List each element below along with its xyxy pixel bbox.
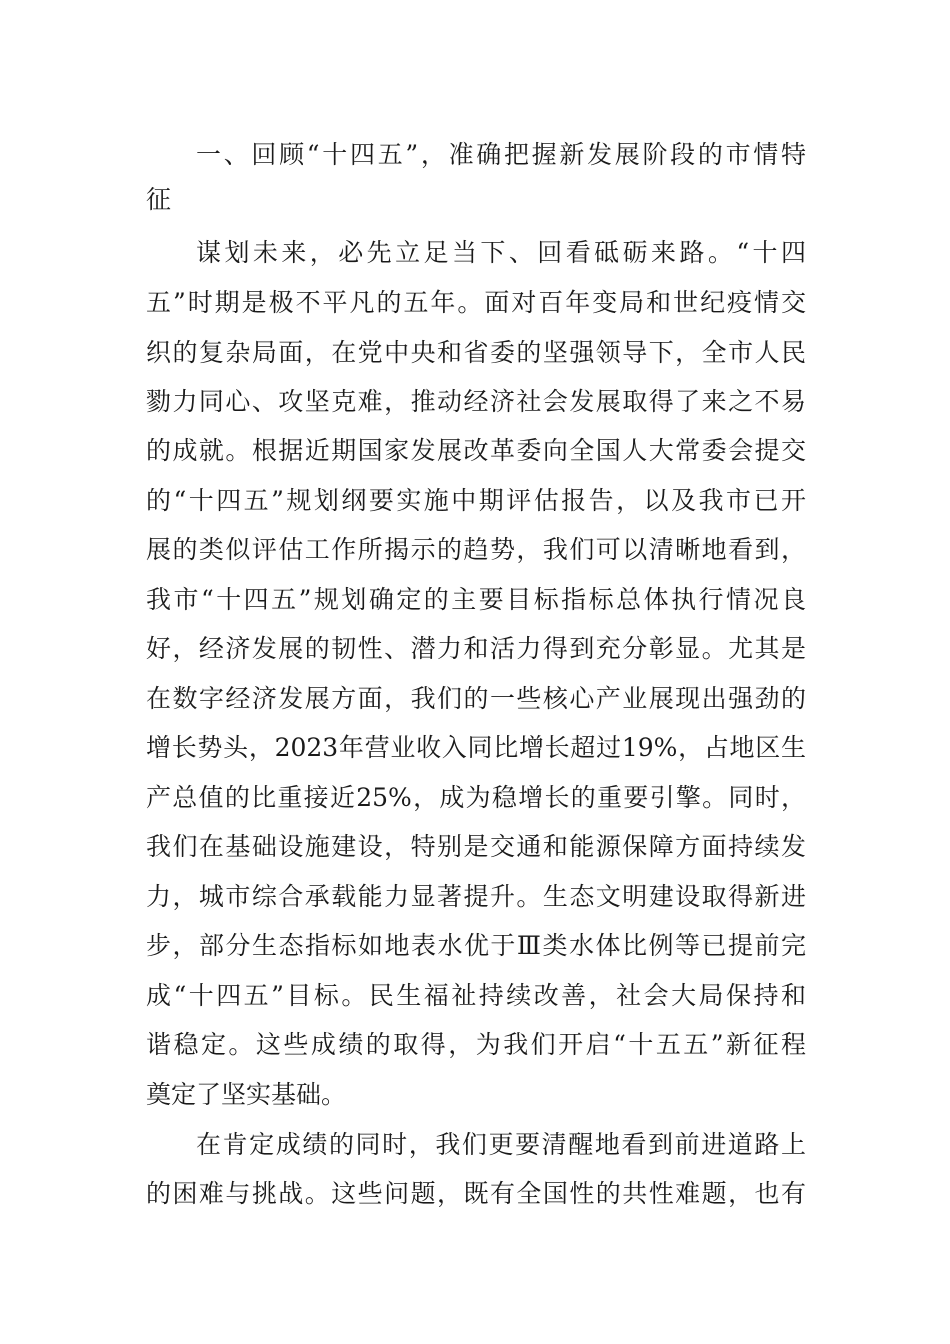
paragraph-line: 奠定了坚实基础。 <box>146 1080 347 1109</box>
paragraph-line: 力，城市综合承载能力显著提升。生态文明建设取得新进 <box>146 882 806 911</box>
paragraph-line: 的成就。根据近期国家发展改革委向全国人大常委会提交 <box>146 436 806 465</box>
paragraph-line: 好，经济发展的韧性、潜力和活力得到充分彰显。尤其是 <box>146 634 806 663</box>
paragraph-line: 谋划未来，必先立足当下、回看砥砺来路。“十四 <box>196 238 806 267</box>
paragraph-line: 增长势头，2023年营业收入同比增长超过19%，占地区生 <box>146 733 806 762</box>
paragraph-line: 展的类似评估工作所揭示的趋势，我们可以清晰地看到， <box>146 535 806 564</box>
paragraph-line: 步，部分生态指标如地表水优于Ⅲ类水体比例等已提前完 <box>146 931 806 960</box>
paragraph-line: 的困难与挑战。这些问题，既有全国性的共性难题，也有 <box>146 1179 806 1208</box>
heading-line: 一、回顾“十四五”，准确把握新发展阶段的市情特 <box>196 140 806 169</box>
paragraph-line: 产总值的比重接近25%，成为稳增长的重要引擎。同时， <box>146 783 806 812</box>
paragraph-line: 成“十四五”目标。民生福祉持续改善，社会大局保持和 <box>146 981 806 1010</box>
paragraph-line: 五”时期是极不平凡的五年。面对百年变局和世纪疫情交 <box>146 288 806 317</box>
paragraph-line: 在肯定成绩的同时，我们更要清醒地看到前进道路上 <box>196 1130 806 1159</box>
paragraph-line: 我市“十四五”规划确定的主要目标指标总体执行情况良 <box>146 585 806 614</box>
paragraph-line: 的“十四五”规划纲要实施中期评估报告，以及我市已开 <box>146 486 806 515</box>
paragraph-line: 我们在基础设施建设，特别是交通和能源保障方面持续发 <box>146 832 806 861</box>
paragraph-line: 谐稳定。这些成绩的取得，为我们开启“十五五”新征程 <box>146 1030 806 1059</box>
paragraph-line: 勠力同心、攻坚克难，推动经济社会发展取得了来之不易 <box>146 387 806 416</box>
paragraph-line: 在数字经济发展方面，我们的一些核心产业展现出强劲的 <box>146 684 806 713</box>
paragraph-line: 织的复杂局面，在党中央和省委的坚强领导下，全市人民 <box>146 338 806 367</box>
heading-line: 征 <box>146 185 172 214</box>
